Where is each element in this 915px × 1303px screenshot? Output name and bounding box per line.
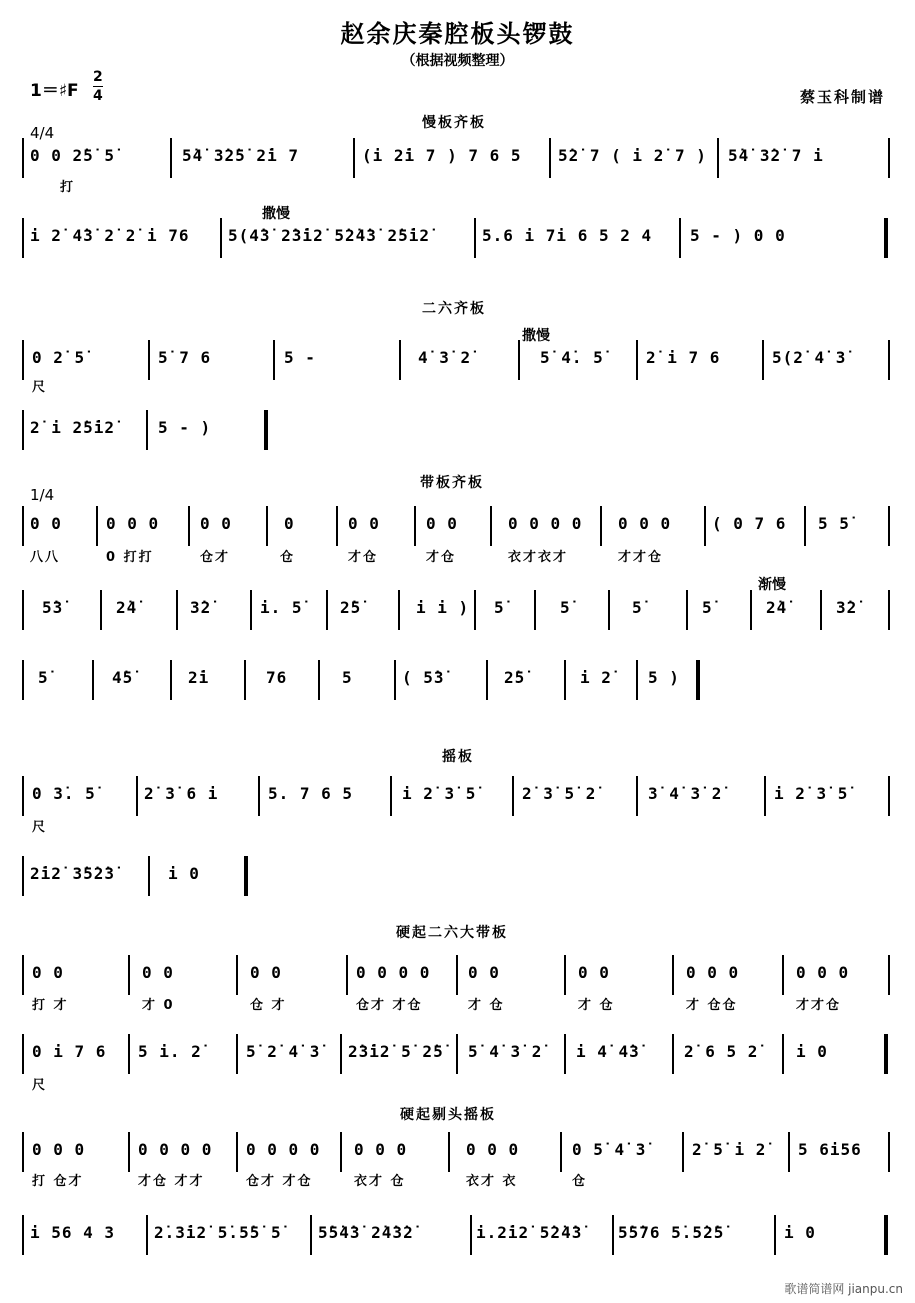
lyric: 仓 bbox=[572, 1174, 588, 1189]
author: 蔡玉科制谱 bbox=[799, 88, 885, 106]
staff-row bbox=[0, 218, 915, 258]
lyric: 仓 才 bbox=[250, 998, 287, 1013]
measure: 3̇2̇ bbox=[836, 598, 858, 617]
measure: 0 2̇ 5̇ bbox=[32, 348, 86, 367]
measure: 76 bbox=[266, 668, 288, 687]
lyric: 才 仓 bbox=[578, 998, 615, 1013]
lyric: 仓才 才仓 bbox=[356, 998, 423, 1013]
staff-row bbox=[0, 506, 915, 546]
measure: 0 0 0 bbox=[466, 1140, 520, 1159]
staff-row bbox=[0, 955, 915, 995]
tempo-mark: 撒慢 bbox=[262, 206, 290, 222]
tempo-mark: 撒慢 bbox=[522, 328, 550, 344]
staff-row bbox=[0, 138, 915, 178]
measure: i 56 4 3 bbox=[30, 1223, 116, 1242]
lyric: 才 0 bbox=[142, 998, 175, 1013]
measure: 0 0 0 0 bbox=[356, 963, 431, 982]
measure: i 2̇ 3̇ 5̇ bbox=[402, 784, 477, 803]
lyric: 才仓 bbox=[426, 550, 457, 565]
measure: i.2̇i2̇ 5̇2̇4̇3̇ bbox=[476, 1223, 583, 1242]
lyric: 才仓 才才 bbox=[138, 1174, 205, 1189]
section-title: 摇板 bbox=[442, 749, 474, 765]
staff-row bbox=[0, 590, 915, 630]
measure: 5̇2̇ 7 ( i 2̇ 7 ) bbox=[558, 146, 707, 165]
measure: ( 5̇3̇ bbox=[402, 668, 445, 687]
measure: 5̇4̇ 3̇2̇ 7 i bbox=[728, 146, 824, 165]
measure: i 2̇ 4̇3̇ 2̇ 2̇ i 76 bbox=[30, 226, 190, 245]
lyric: 才仓 bbox=[348, 550, 379, 565]
measure: 5.6 i 7i 6 5 2 4 bbox=[482, 226, 653, 245]
time-signature-denominator: 4 bbox=[93, 88, 103, 104]
measure: 5 5̇ bbox=[818, 514, 850, 533]
measure: 0 0 bbox=[250, 963, 282, 982]
measure: 0 0 bbox=[426, 514, 458, 533]
section-title: 二六齐板 bbox=[422, 301, 486, 317]
watermark: 歌谱简谱网 jianpu.cn bbox=[784, 1282, 903, 1296]
measure: 5̇ 7 6 bbox=[158, 348, 212, 367]
lyric: 衣才 仓 bbox=[354, 1174, 406, 1189]
lyric-line: 尺 bbox=[32, 1078, 48, 1093]
staff-row bbox=[0, 340, 915, 380]
measure: 0 0 0 bbox=[106, 514, 160, 533]
measure: 0 bbox=[284, 514, 295, 533]
measure: 2̇ 5̇ i 2̇ bbox=[692, 1140, 767, 1159]
measure: 4̇ 3̇ 2̇ bbox=[418, 348, 472, 367]
measure: 0 0 0 bbox=[618, 514, 672, 533]
measure: i. 5̇ bbox=[260, 598, 303, 617]
measure: i 2̇ bbox=[580, 668, 612, 687]
lyric: 才 仓 bbox=[468, 998, 505, 1013]
measure: 5̇ 4̇. 5̇ bbox=[540, 348, 604, 367]
lyric-line: 尺 bbox=[32, 380, 48, 395]
score-title: 赵余庆秦腔板头锣鼓 bbox=[340, 19, 575, 48]
measure: 2̇ 3̇ 6 i bbox=[144, 784, 219, 803]
measure: 5̇ bbox=[632, 598, 643, 617]
staff-row bbox=[0, 660, 915, 700]
measure: 0 0 bbox=[142, 963, 174, 982]
measure: 0 0 0 0 bbox=[508, 514, 583, 533]
lyric: 才才仓 bbox=[618, 550, 664, 565]
measure: i 4̇ 4̇3̇ bbox=[576, 1042, 640, 1061]
measure: 2̇ i 2̇5̇i2̇ bbox=[30, 418, 116, 437]
measure: 5 - ) 0 0 bbox=[690, 226, 786, 245]
measure: 2̇.3̇i2̇ 5̇.5̇5̇ 5̇ bbox=[154, 1223, 282, 1242]
measure: 0 0 0 bbox=[796, 963, 850, 982]
section-title: 慢板齐板 bbox=[422, 115, 486, 131]
measure: 0 3̇. 5̇ bbox=[32, 784, 96, 803]
measure: 3̇ 4̇ 3̇ 2̇ bbox=[648, 784, 723, 803]
key-signature: 1＝♯F bbox=[30, 81, 79, 101]
measure: 2̇ i 7 6 bbox=[646, 348, 721, 367]
section-title: 硬起剔头摇板 bbox=[400, 1107, 496, 1123]
measure: 5̇ bbox=[38, 668, 49, 687]
measure: 5. 7 6 5 bbox=[268, 784, 354, 803]
measure: i 2̇ 3̇ 5̇ bbox=[774, 784, 849, 803]
lyric-line: 打 bbox=[60, 180, 76, 195]
measure: 5̇ 2̇ 4̇ 3̇ bbox=[246, 1042, 321, 1061]
measure: 2̇ 6 5 2̇ bbox=[684, 1042, 759, 1061]
measure: 2̇4̇ bbox=[766, 598, 788, 617]
tempo-mark: 渐慢 bbox=[758, 577, 786, 593]
measure: 2̇i2̇ 3̇5̇2̇3̇ bbox=[30, 864, 116, 883]
measure: 2̇ 3̇ 5̇ 2̇ bbox=[522, 784, 597, 803]
measure: 5(4̇3̇ 2̇3̇i2̇ 5̇2̇4̇3̇ 2̇5̇i2̇ bbox=[228, 226, 431, 245]
score-subtitle: （根据视频整理） bbox=[401, 53, 514, 69]
measure: 0 0 bbox=[32, 963, 64, 982]
measure: 5̇ bbox=[494, 598, 505, 617]
lyric: 打 仓才 bbox=[32, 1174, 84, 1189]
measure: 3̇2̇ bbox=[190, 598, 212, 617]
measure: 0 0 0 bbox=[354, 1140, 408, 1159]
measure: 2̇5̇ bbox=[340, 598, 362, 617]
measure: 0 5̇ 4̇ 3̇ bbox=[572, 1140, 647, 1159]
measure: 0 0 0 bbox=[32, 1140, 86, 1159]
measure: 5̇3̇ bbox=[42, 598, 64, 617]
measure: i 0 bbox=[796, 1042, 828, 1061]
staff-row bbox=[0, 776, 915, 816]
measure: 0 0 bbox=[578, 963, 610, 982]
measure: (i 2̇i 7 ) 7 6 5 bbox=[362, 146, 522, 165]
measure: 5 i. 2̇ bbox=[138, 1042, 202, 1061]
measure: 0 0 0 bbox=[686, 963, 740, 982]
measure: 5 ) bbox=[648, 668, 680, 687]
measure: 5 - bbox=[284, 348, 316, 367]
measure: 2̇4̇ bbox=[116, 598, 138, 617]
measure: 0 0 0 0 bbox=[138, 1140, 213, 1159]
measure: 5̇ 4̇ 3̇ 2̇ bbox=[468, 1042, 543, 1061]
meter-mark: 1/4 bbox=[30, 486, 55, 504]
measure: 0 i 7 6 bbox=[32, 1042, 107, 1061]
measure: 2̇3̇i2̇ 5̇ 2̇5̇ bbox=[348, 1042, 444, 1061]
section-title: 硬起二六大带板 bbox=[396, 925, 508, 941]
lyric: 仓才 才仓 bbox=[246, 1174, 313, 1189]
measure: 2̇i bbox=[188, 668, 210, 687]
measure: 5̇ bbox=[702, 598, 713, 617]
measure: i 0 bbox=[784, 1223, 816, 1242]
staff-row bbox=[0, 1215, 915, 1255]
measure: 4̇5̇ bbox=[112, 668, 134, 687]
lyric: 衣才 衣 bbox=[466, 1174, 518, 1189]
lyric-line: 尺 bbox=[32, 820, 48, 835]
measure: 2̇5̇ bbox=[504, 668, 526, 687]
time-signature bbox=[93, 68, 103, 105]
measure: 5 bbox=[342, 668, 353, 687]
measure: 0 0 bbox=[30, 514, 62, 533]
section-title: 带板齐板 bbox=[420, 475, 484, 491]
lyric: 才才仓 bbox=[796, 998, 842, 1013]
staff-row bbox=[0, 410, 915, 450]
measure: 0 0 bbox=[348, 514, 380, 533]
measure: 5̇ bbox=[560, 598, 571, 617]
meter-mark: 4/4 bbox=[30, 124, 55, 142]
lyric: 打 才 bbox=[32, 998, 69, 1013]
measure: 0 0 bbox=[200, 514, 232, 533]
staff-row bbox=[0, 1132, 915, 1172]
measure: 0 0 bbox=[468, 963, 500, 982]
lyric: 八八 bbox=[30, 550, 61, 565]
staff-row bbox=[0, 1034, 915, 1074]
measure: 5̇5̇76 5̇.5̇2̇5̇ bbox=[618, 1223, 725, 1242]
measure: 0 0 2̇5̇ 5̇ bbox=[30, 146, 116, 165]
lyric: 衣才衣才 bbox=[508, 550, 569, 565]
lyric: 仓才 bbox=[200, 550, 231, 565]
lyric: 才 仓仓 bbox=[686, 998, 738, 1013]
lyric: 仓 bbox=[280, 550, 296, 565]
measure: 0 0 0 0 bbox=[246, 1140, 321, 1159]
lyric: 0 打打 bbox=[106, 550, 154, 565]
measure: 5 6i56 bbox=[798, 1140, 862, 1159]
measure: 5̇5̇4̇3̇ 2̇4̇3̇2̇ bbox=[318, 1223, 414, 1242]
time-signature-numerator: 2 bbox=[93, 69, 103, 85]
measure: 5 - ) bbox=[158, 418, 212, 437]
measure: 5(2̇ 4̇ 3̇ bbox=[772, 348, 847, 367]
measure: i 0 bbox=[168, 864, 200, 883]
measure: i i ) bbox=[416, 598, 470, 617]
staff-row bbox=[0, 856, 915, 896]
measure: 5̇4̇ 3̇2̇5̇ 2̇i 7 bbox=[182, 146, 299, 165]
measure: ( 0 7 6 bbox=[712, 514, 787, 533]
